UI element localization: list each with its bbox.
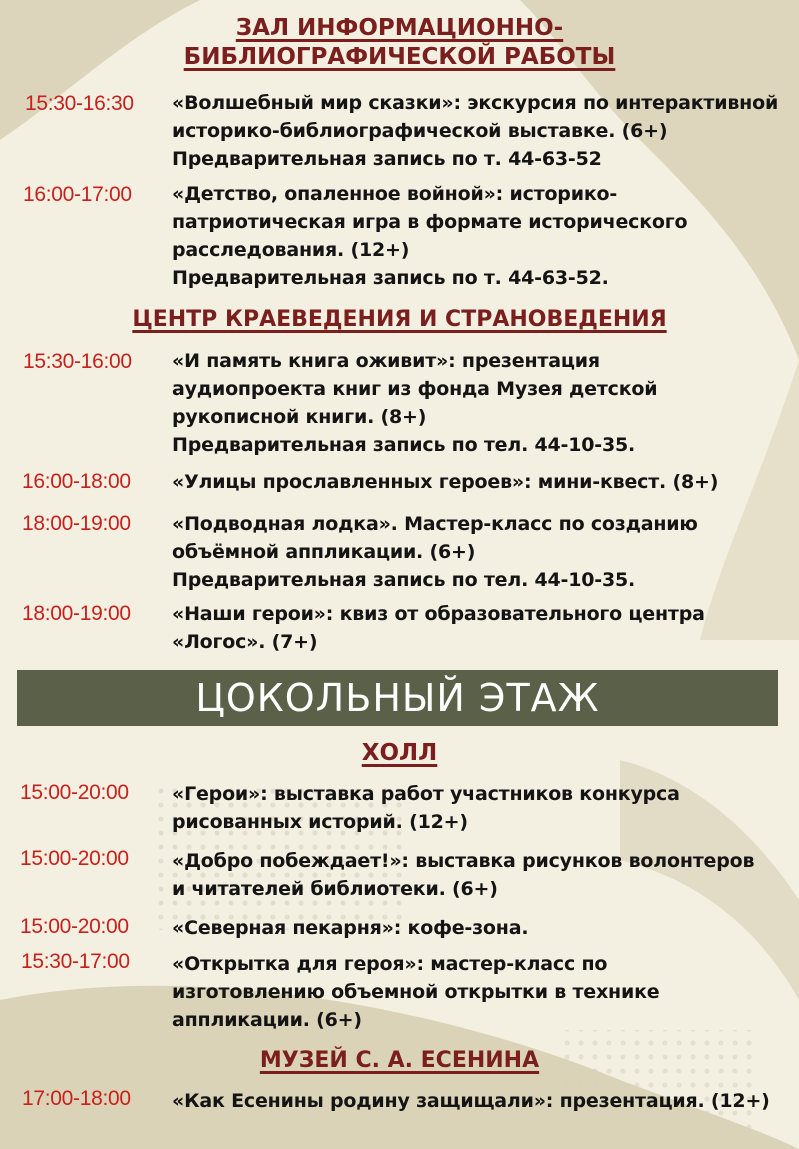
section-title-muzey: МУЗЕЙ С. А. ЕСЕНИНА xyxy=(259,1048,540,1073)
event-time: 15:30-16:30 xyxy=(25,92,134,115)
event-time: 16:00-17:00 xyxy=(23,183,132,206)
event-description: «Улицы прославленных героев»: мини-квест. (8+) xyxy=(172,471,719,493)
event-time: 18:00-19:00 xyxy=(22,602,131,625)
event-time: 16:00-18:00 xyxy=(22,470,131,493)
event-time: 15:00-20:00 xyxy=(20,781,129,804)
event-time: 15:30-17:00 xyxy=(21,950,130,973)
event-description: «Добро побеждает!»: выставка рисунков волонтеров и читателей библиотеки. (6+) xyxy=(172,850,755,900)
event-description: «Волшебный мир сказки»: экскурсия по интерактивной историко-библиографической выставке. (6+) Предварительная запись по т. 44-63-52 xyxy=(172,92,779,170)
event-description: «Северная пекарня»: кофе-зона. xyxy=(172,917,529,939)
event-time: 17:00-18:00 xyxy=(22,1087,131,1110)
event-description: «И память книга оживит»: презентация аудиопроекта книг из фонда Музея детской рукописной книги. (8+) Предварительная запись по тел. 44-10-35. xyxy=(172,350,658,456)
event-description: «Открытка для героя»: мастер-класс по изготовлению объемной открытки в технике аппликации. (6+) xyxy=(172,953,660,1031)
event-description: «Наши герои»: квиз от образовательного центра «Логос». (7+) xyxy=(172,603,705,653)
event-description: «Подводная лодка». Мастер-класс по созданию объёмной аппликации. (6+) Предварительная запись по тел. 44-10-35. xyxy=(172,513,698,591)
event-time: 15:30-16:00 xyxy=(23,350,132,373)
event-description: «Герои»: выставка работ участников конкурса рисованных историй. (12+) xyxy=(172,783,680,833)
event-description: «Детство, опаленное войной»: историко- патриотическая игра в формате исторического расследования. (12+) Предварительная запись по т. 44-63-52. xyxy=(172,183,688,289)
section-title-centr: ЦЕНТР КРАЕВЕДЕНИЯ И СТРАНОВЕДЕНИЯ xyxy=(132,307,667,332)
event-time: 18:00-19:00 xyxy=(22,512,131,535)
floor-banner xyxy=(17,670,778,726)
event-time: 15:00-20:00 xyxy=(20,915,129,938)
event-description: «Как Есенины родину защищали»: презентация. (12+) xyxy=(172,1090,770,1112)
event-time: 15:00-20:00 xyxy=(20,847,129,870)
section-title-holl: ХОЛЛ xyxy=(361,740,438,766)
floor-banner-title: ЦОКОЛЬНЫЙ ЭТАЖ xyxy=(195,676,600,720)
section-title-zal: ЗАЛ ИНФОРМАЦИОННО- БИБЛИОГРАФИЧЕСКОЙ РАБОТЫ xyxy=(183,15,616,70)
